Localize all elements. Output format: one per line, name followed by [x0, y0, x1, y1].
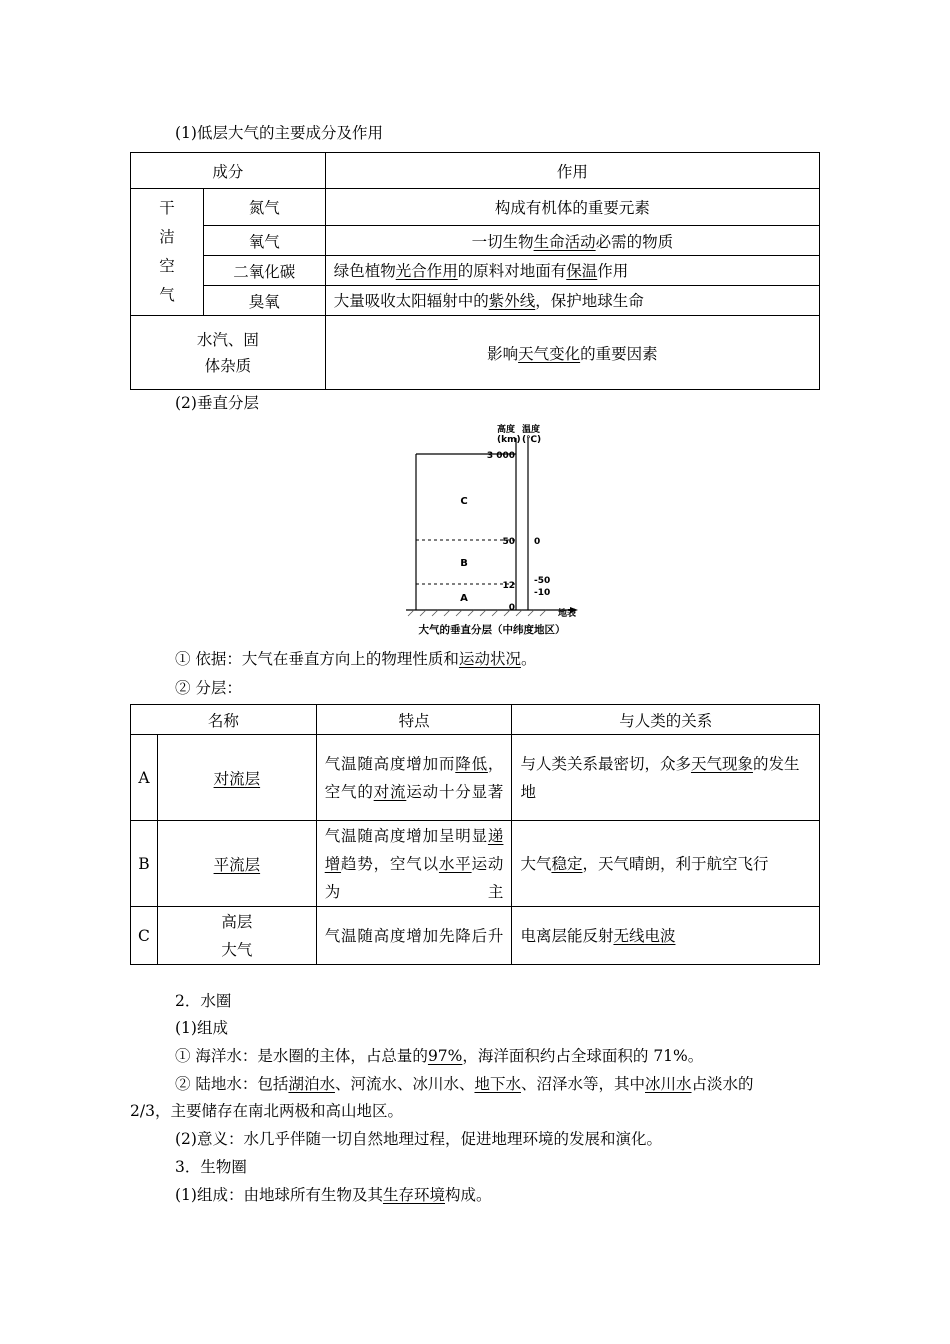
- table-header-relation: 与人类的关系: [512, 705, 820, 735]
- water-meaning: (2)意义：水几乎伴随一切自然地理过程，促进地理环境的发展和演化。: [175, 1130, 662, 1148]
- composition-table: [130, 152, 820, 390]
- table-header-component: 成分: [131, 153, 326, 189]
- table-header-function: 作用: [325, 153, 819, 189]
- water-title: 2．水圈: [175, 992, 232, 1010]
- layer-feature: 气温随高度增加先降后升: [316, 907, 512, 965]
- temp-tick: -10: [534, 588, 551, 598]
- layer-feature: 气温随高度增加而降低，空气的对流运动十分显著: [316, 735, 512, 821]
- component-function: 一切生物生命活动必需的物质: [325, 226, 819, 256]
- ground-label: 地表: [558, 609, 577, 619]
- temp-tick: 0: [534, 537, 541, 547]
- component-name: 氮气: [203, 189, 325, 226]
- layer-label-b: B: [460, 558, 468, 569]
- layer-relation: 大气稳定，天气晴朗，利于航空飞行: [512, 821, 820, 907]
- temp-tick: -50: [534, 576, 551, 586]
- height-tick: 3 000: [486, 451, 515, 461]
- component-name: 二氧化碳: [203, 256, 325, 286]
- vertical-layers-diagram: [398, 420, 588, 640]
- section-title-components: (1)低层大气的主要成分及作用: [175, 124, 383, 142]
- section-title-vertical: (2)垂直分层: [175, 394, 259, 412]
- component-name: 臭氧: [203, 286, 325, 316]
- layering-label: ② 分层：: [175, 679, 242, 697]
- component-function: 绿色植物光合作用的原料对地面有保温作用: [325, 256, 819, 286]
- height-col-label: 高度(km): [497, 425, 521, 445]
- dry-air-label: 干 洁 空 气: [131, 189, 204, 316]
- basis-text: ① 依据：大气在垂直方向上的物理性质和运动状况。: [175, 650, 537, 668]
- bio-title: 3．生物圈: [175, 1158, 247, 1176]
- layer-relation: 与人类关系最密切，众多天气现象的发生地: [512, 735, 820, 821]
- height-tick: 50: [502, 537, 515, 547]
- layers-table: [130, 704, 820, 965]
- table-header-feature: 特点: [316, 705, 512, 735]
- bio-composition: (1)组成：由地球所有生物及其生存环境构成。: [175, 1186, 492, 1204]
- land-water-text: ② 陆地水：包括湖泊水、河流水、冰川水、地下水、沼泽水等，其中冰川水占淡水的: [175, 1075, 754, 1093]
- table-header-name: 名称: [131, 705, 317, 735]
- layer-letter: A: [131, 735, 158, 821]
- ocean-water-text: ① 海洋水：是水圈的主体，占总量的97%，海洋面积约占全球面积的 71%。: [175, 1047, 704, 1065]
- component-function: 大量吸收太阳辐射中的紫外线，保护地球生命: [325, 286, 819, 316]
- temp-col-label: 温度(℃): [522, 425, 542, 445]
- layer-relation: 电离层能反射无线电波: [512, 907, 820, 965]
- layer-letter: B: [131, 821, 158, 907]
- layer-name: 平流层: [157, 821, 316, 907]
- layer-label-c: C: [460, 496, 468, 507]
- layer-letter: C: [131, 907, 158, 965]
- component-name: 氧气: [203, 226, 325, 256]
- water-composition: (1)组成: [175, 1019, 228, 1037]
- layer-name: 对流层: [157, 735, 316, 821]
- component-function: 构成有机体的重要元素: [325, 189, 819, 226]
- component-name-vapor: 水汽、固 体杂质: [131, 316, 326, 390]
- layer-label-a: A: [460, 593, 468, 604]
- component-function: 影响天气变化的重要因素: [325, 316, 819, 390]
- layer-name: 高层 大气: [157, 907, 316, 965]
- diagram-caption: 大气的垂直分层（中纬度地区）: [418, 624, 566, 636]
- layer-feature: 气温随高度增加呈明显递增趋势，空气以水平运动为主: [316, 821, 512, 907]
- height-tick: 12: [502, 581, 515, 591]
- land-water-text-cont: 2/3，主要储存在南北两极和高山地区。: [130, 1102, 403, 1120]
- height-tick: 0: [508, 603, 515, 613]
